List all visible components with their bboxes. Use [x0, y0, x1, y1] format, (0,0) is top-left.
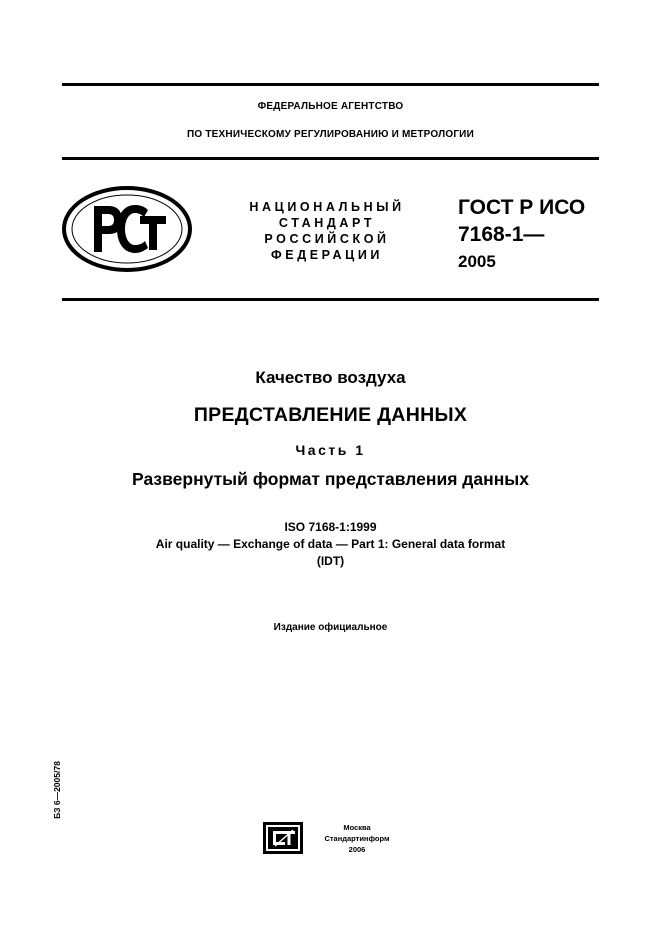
rst-logo-svg [62, 186, 192, 272]
designation-line-1: ГОСТ Р ИСО [458, 196, 586, 219]
iso-english-title: Air quality — Exchange of data — Part 1: General data format [155, 537, 506, 551]
standard-type-line-4: ФЕДЕРАЦИИ [270, 248, 383, 262]
standard-type-line-3: РОССИЙСКОЙ [264, 232, 390, 246]
iso-number: ISO 7168-1:1999 [284, 520, 377, 534]
publisher-city: Москва [343, 823, 371, 832]
part-subtitle: Развернутый формат представления данных [132, 469, 529, 489]
standard-type-line-2: СТАНДАРТ [278, 216, 376, 230]
part-number: Часть 1 [295, 442, 366, 458]
standard-type-line-1: НАЦИОНАЛЬНЫЙ [249, 200, 405, 214]
agency-line-2: ПО ТЕХНИЧЕСКОМУ РЕГУЛИРОВАНИЮ И МЕТРОЛОГИИ [187, 129, 474, 140]
publisher-block [312, 822, 402, 855]
header-rule [62, 157, 599, 160]
iso-equivalence: (IDT) [316, 554, 345, 568]
publisher-year: 2006 [348, 845, 366, 854]
publisher-logo-svg [263, 822, 303, 854]
rst-certification-mark-icon [62, 186, 192, 272]
designation-rule [62, 298, 599, 301]
title-heading: ПРЕДСТАВЛЕНИЕ ДАННЫХ [193, 404, 468, 426]
standard-designation [458, 194, 608, 275]
edition-label: Издание официальное [273, 622, 388, 633]
agency-line-1: ФЕДЕРАЛЬНОЕ АГЕНТСТВО [257, 101, 404, 112]
standartinform-logo-icon [263, 822, 303, 854]
designation-line-2: 7168-1— [458, 223, 545, 246]
publisher-name: Стандартинформ [324, 834, 390, 843]
top-rule [62, 83, 599, 86]
side-catalog-code: БЗ 6—2005/78 [52, 761, 62, 819]
designation-year: 2005 [458, 252, 496, 271]
main-title: Качество воздуха [255, 368, 406, 387]
